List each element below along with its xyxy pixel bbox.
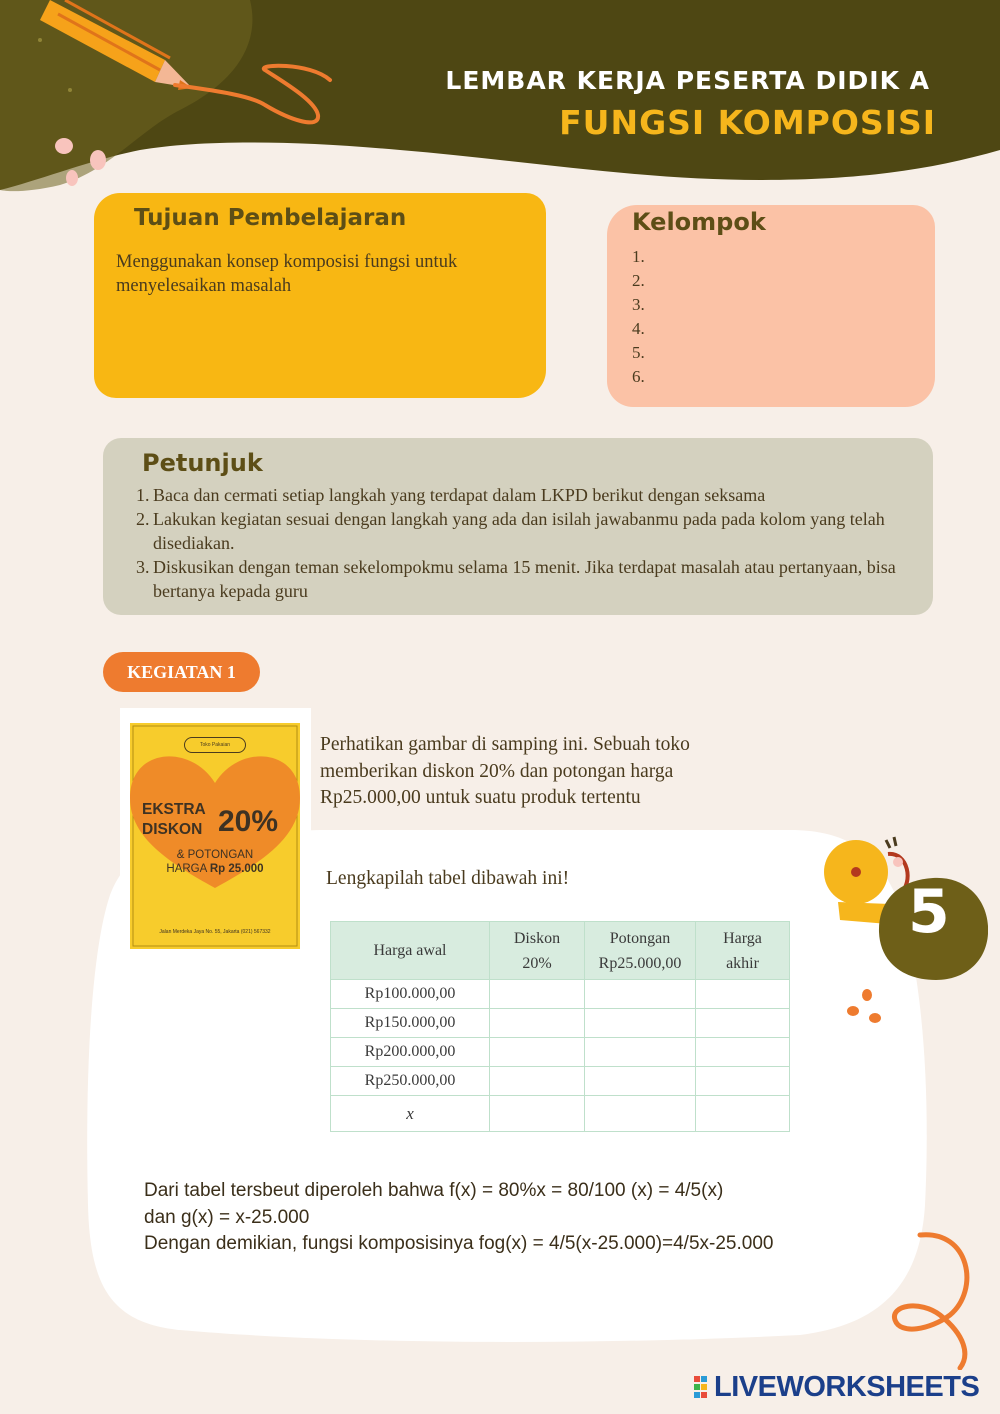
table-prompt: Lengkapilah tabel dibawah ini! <box>326 868 570 889</box>
table-row <box>331 1038 790 1067</box>
answer-cell[interactable] <box>696 1009 790 1038</box>
conclusion-text <box>144 1178 904 1258</box>
answer-cell[interactable] <box>696 1038 790 1067</box>
column-header-text: Harga awal <box>373 942 447 959</box>
group-member-item: 5. <box>632 343 645 362</box>
dots-decoration <box>845 985 890 1025</box>
column-header-harga-awal <box>331 922 490 980</box>
answer-cell[interactable] <box>696 1096 790 1132</box>
instruction-number: 2. <box>136 509 150 529</box>
answer-cell[interactable] <box>585 1009 696 1038</box>
answer-cell[interactable] <box>696 980 790 1009</box>
worksheet-title: FUNGSI KOMPOSISI <box>559 103 936 142</box>
column-header-potongan <box>585 922 696 980</box>
group-member-item: 1. <box>632 247 645 266</box>
price-cell: Rp250.000,00 <box>331 1067 490 1096</box>
answer-cell[interactable] <box>585 1067 696 1096</box>
group-member-item: 2. <box>632 271 645 290</box>
answer-cell[interactable] <box>585 980 696 1009</box>
activity-tag: KEGIATAN 1 <box>103 652 260 692</box>
price-cell: Rp150.000,00 <box>331 1009 490 1038</box>
liveworksheets-logo-icon <box>694 1376 708 1400</box>
instruction-item <box>136 555 921 603</box>
table-row <box>331 980 790 1009</box>
instructions-card <box>103 438 933 615</box>
dots-decoration <box>50 132 120 192</box>
instruction-text: Diskusikan dengan teman sekelompokmu selama 15 menit. Jika terdapat masalah atau pertanyaan, bisa bertanya kepada guru <box>153 557 896 601</box>
instruction-item <box>136 483 921 507</box>
answer-cell[interactable] <box>696 1067 790 1096</box>
poster-headline-line: EKSTRA <box>142 801 206 818</box>
instructions-heading: Petunjuk <box>142 449 263 477</box>
column-header-text: akhir <box>726 954 759 972</box>
conclusion-line: Dengan demikian, fungsi komposisinya fog(x) = 4/5(x-25.000)=4/5x-25.000 <box>144 1233 774 1254</box>
column-header-text: Rp25.000,00 <box>598 954 682 972</box>
answer-cell[interactable] <box>490 1096 585 1132</box>
group-member-item: 3. <box>632 295 645 314</box>
price-cell: Rp100.000,00 <box>331 980 490 1009</box>
answer-cell[interactable] <box>490 1009 585 1038</box>
discount-poster <box>130 723 300 949</box>
poster-subtext-line: & POTONGAN <box>176 849 254 861</box>
squiggle-decoration <box>170 60 340 135</box>
poster-subtext-amount: Rp 25.000 <box>209 863 264 875</box>
table-row <box>331 1067 790 1096</box>
learning-goal-card <box>94 193 546 398</box>
column-header-text: Diskon <box>513 929 561 947</box>
number-badge: 5 <box>908 877 950 947</box>
instructions-list <box>136 483 921 603</box>
instruction-text: Baca dan cermati setiap langkah yang terdapat dalam LKPD berikut dengan seksama <box>153 485 766 505</box>
column-header-diskon <box>490 922 585 980</box>
group-member-list <box>632 245 645 389</box>
column-header-text: Potongan <box>609 929 671 947</box>
poster-subtext-line <box>150 862 280 876</box>
column-header-text: Harga <box>723 929 762 947</box>
group-heading: Kelompok <box>632 208 766 236</box>
price-table <box>330 921 790 1132</box>
answer-cell[interactable] <box>585 1038 696 1067</box>
learning-goal-heading: Tujuan Pembelajaran <box>134 205 407 231</box>
poster-address: Jalan Merdeka Jaya No. 55, Jakarta (021) 567332 <box>159 929 271 935</box>
answer-cell[interactable] <box>490 1067 585 1096</box>
instruction-text: Lakukan kegiatan sesuai dengan langkah yang ada dan isilah jawabanmu pada pada kolom yang telah disediakan. <box>153 509 885 553</box>
footer-brand[interactable]: LIVEWORKSHEETS <box>714 1371 980 1403</box>
column-header-harga-akhir <box>696 922 790 980</box>
price-table-container <box>330 921 790 1132</box>
instruction-item <box>136 507 921 555</box>
group-card <box>607 205 935 407</box>
variable-cell: x <box>331 1096 490 1132</box>
learning-goal-text: Menggunakan konsep komposisi fungsi untuk menyelesaikan masalah <box>116 252 458 296</box>
answer-cell[interactable] <box>490 980 585 1009</box>
table-row <box>331 1009 790 1038</box>
table-header-row <box>331 922 790 980</box>
poster-percent: 20% <box>218 805 279 838</box>
worksheet-subtitle: LEMBAR KERJA PESERTA DIDIK A <box>445 66 930 95</box>
conclusion-line: dan g(x) = x-25.000 <box>144 1206 310 1228</box>
table-row <box>331 1096 790 1132</box>
instruction-number: 3. <box>136 557 150 577</box>
poster-brand: Toko Pakaian <box>184 737 246 753</box>
price-cell: Rp200.000,00 <box>331 1038 490 1067</box>
column-header-text: 20% <box>522 954 552 972</box>
poster-headline-line: DISKON <box>142 821 203 838</box>
poster-headline <box>142 800 206 840</box>
group-member-item: 6. <box>632 367 645 386</box>
answer-cell[interactable] <box>585 1096 696 1132</box>
conclusion-line: Dari tabel tersbeut diperoleh bahwa f(x) = 80%x = 80/100 (x) = 4/5(x) <box>144 1180 724 1201</box>
poster-subtext-prefix: HARGA <box>166 863 210 875</box>
instruction-number: 1. <box>136 485 150 505</box>
problem-text: Perhatikan gambar di samping ini. Sebuah toko memberikan diskon 20% dan potongan harga Rp25.000,00 untuk suatu produk tertentu <box>320 734 690 808</box>
poster-subtext <box>150 848 280 876</box>
group-member-item: 4. <box>632 319 645 338</box>
answer-cell[interactable] <box>490 1038 585 1067</box>
squiggle-decoration <box>880 1230 990 1370</box>
